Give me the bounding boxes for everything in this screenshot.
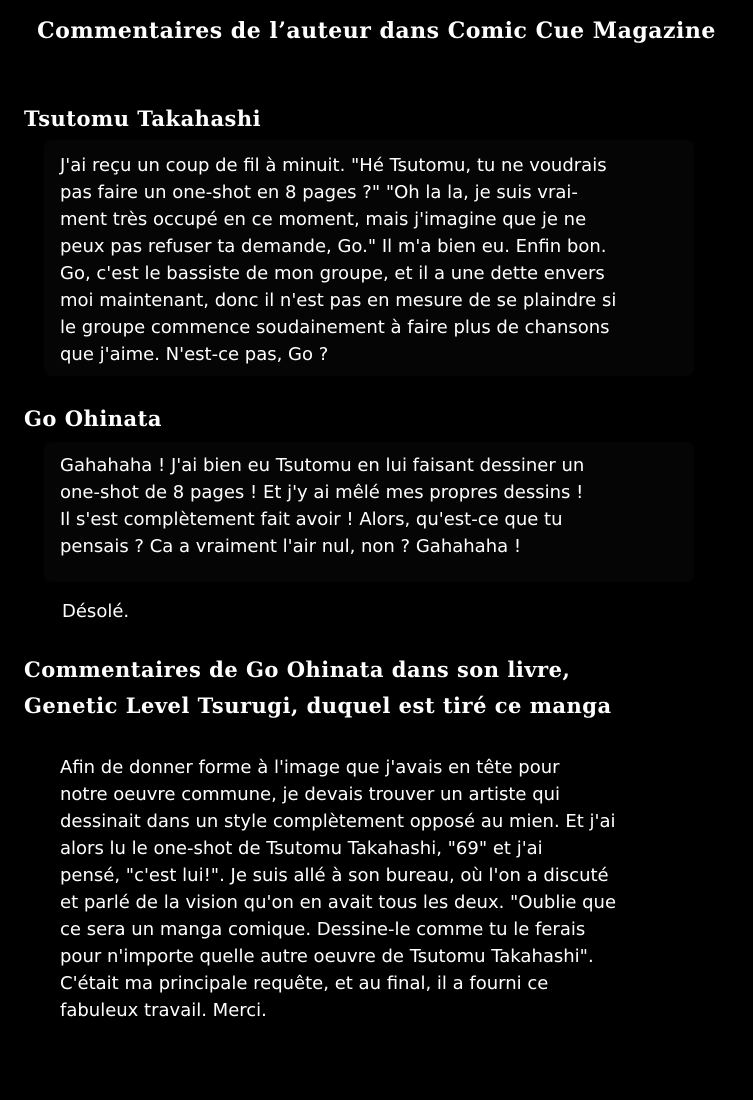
section-heading-go: Go Ohinata — [24, 406, 162, 431]
comment-text-tsutomu: J'ai reçu un coup de fil à minuit. "Hé Tsutomu, tu ne voudrais pas faire un one-shot en 8 pages ?" "Oh la la, je suis vrai- ment très occupé en ce moment, mais j'imagine que je ne peux pas refuser ta demande, Go." Il m'a bien eu. Enfin bon. Go, c'est le bassiste de mon groupe, et il a une dette envers moi maintenant, donc il n'est pas en mesure de se plaindre si le groupe commence soudainement à faire plus de chansons que j'aime. N'est-ce pas, Go ? — [60, 155, 617, 365]
comment-aside-go: Désolé. — [62, 601, 130, 622]
section-heading-tsutomu: Tsutomu Takahashi — [24, 106, 262, 131]
page-title: Commentaires de l’auteur dans Comic Cue Magazine — [37, 18, 716, 44]
section-heading-book-line2: Genetic Level Tsurugi, duquel est tiré ce manga — [24, 693, 612, 718]
comment-text-book: Afin de donner forme à l'image que j'avais en tête pour notre oeuvre commune, je devais trouver un artiste qui dessinait dans un style complètement opposé au mien. Et j'ai alors lu le one-shot de Tsutomu Takahashi, "69" et j'ai pensé, "c'est lui!". Je suis allé à son bureau, où l'on a discuté et parlé de la vision qu'on en avait tous les deux. "Oublie que ce sera un manga comique. Dessine-le comme tu le ferais pour n'importe quelle autre oeuvre de Tsutomu Takahashi". C'était ma principale requête, et au final, il a fourni ce fabuleux travail. Merci. — [60, 757, 617, 1021]
section-heading-book-line1: Commentaires de Go Ohinata dans son livre, — [24, 657, 571, 682]
comment-text-go: Gahahaha ! J'ai bien eu Tsutomu en lui faisant dessiner un one-shot de 8 pages ! Et j'y ai mêlé mes propres dessins ! Il s'est complètement fait avoir ! Alors, qu'est-ce que tu pensais ? Ca a vraiment l'air nul, non ? Gahahaha ! — [60, 455, 585, 557]
